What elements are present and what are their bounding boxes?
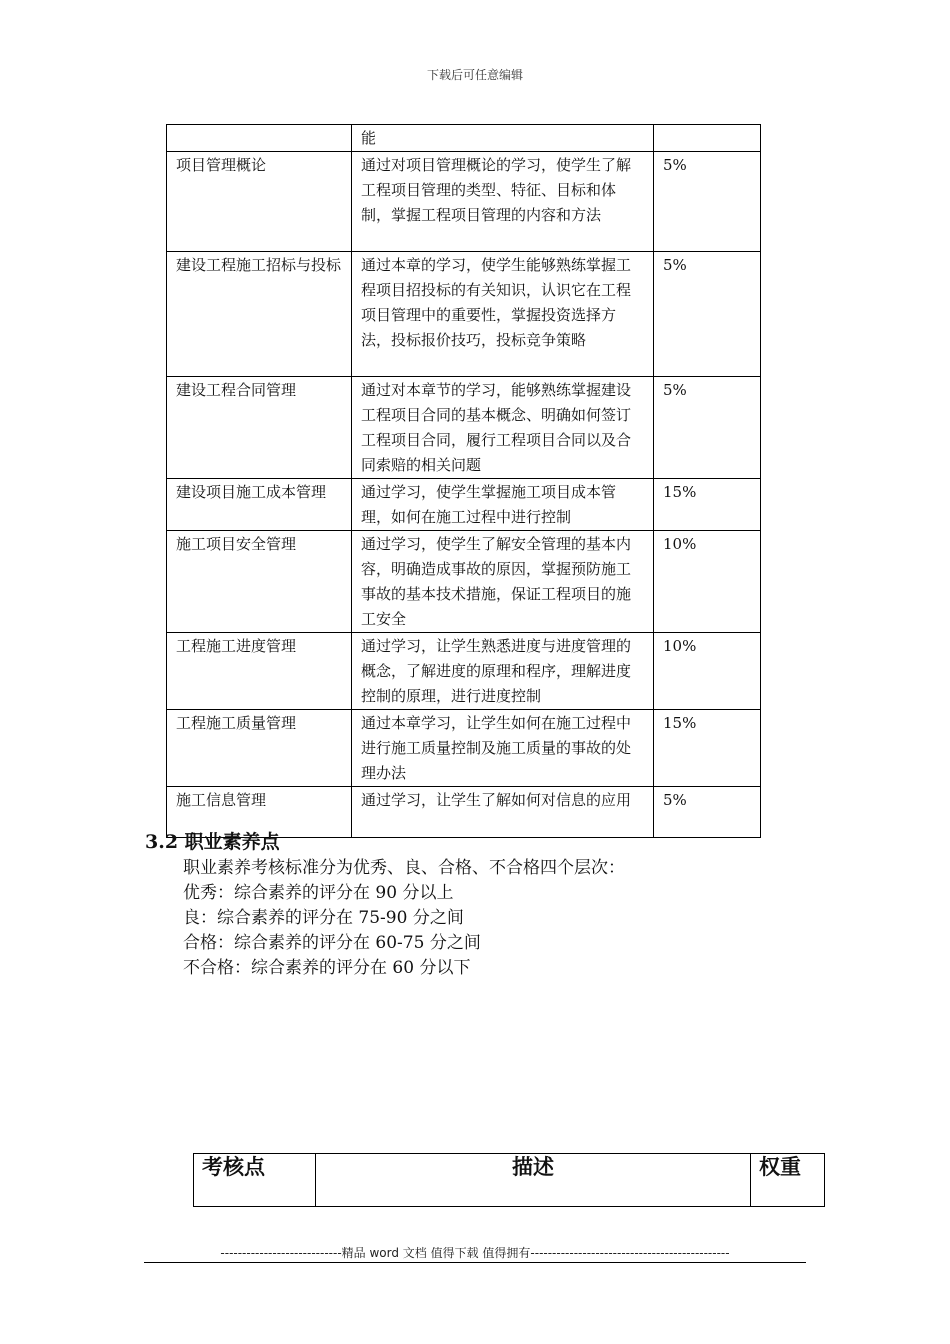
weight-cell: 15% bbox=[654, 479, 761, 531]
weight-cell: 5% bbox=[654, 787, 761, 838]
weight-cell: 10% bbox=[654, 633, 761, 710]
table-header-row bbox=[194, 1154, 825, 1207]
footer-divider bbox=[144, 1262, 806, 1263]
topic-cell: 建设项目施工成本管理 bbox=[167, 479, 352, 531]
description-cell: 通过对项目管理概论的学习，使学生了解工程项目管理的类型、特征、目标和体制，掌握工程项目管理的内容和方法 bbox=[352, 152, 654, 252]
description-cell: 能 bbox=[352, 125, 654, 152]
description-cell: 通过学习，让学生熟悉进度与进度管理的概念，了解进度的原理和程序，理解进度控制的原理，进行进度控制 bbox=[352, 633, 654, 710]
level-excellent: 优秀：综合素养的评分在 90 分以上 bbox=[183, 883, 454, 903]
assessment-table bbox=[193, 1153, 825, 1207]
weight-cell: 5% bbox=[654, 252, 761, 377]
topic-cell: 工程施工进度管理 bbox=[167, 633, 352, 710]
topic-cell: 施工信息管理 bbox=[167, 787, 352, 838]
header-description: 描述 bbox=[316, 1154, 751, 1207]
weight-cell: 5% bbox=[654, 377, 761, 479]
description-cell: 通过本章学习，让学生如何在施工过程中进行施工质量控制及施工质量的事故的处理办法 bbox=[352, 710, 654, 787]
description-cell: 通过学习，使学生了解安全管理的基本内容，明确造成事故的原因，掌握预防施工事故的基本技术措施，保证工程项目的施工安全 bbox=[352, 531, 654, 633]
weight-cell bbox=[654, 125, 761, 152]
page-header: 下载后可任意编辑 bbox=[426, 68, 523, 82]
topic-cell bbox=[167, 125, 352, 152]
table-row bbox=[167, 531, 761, 633]
topic-cell: 建设工程施工招标与投标 bbox=[167, 252, 352, 377]
topic-cell: 项目管理概论 bbox=[167, 152, 352, 252]
topic-cell: 工程施工质量管理 bbox=[167, 710, 352, 787]
page-footer: ----------------------------精品 word 文档 值得下载 值得拥有---------------------------------------------- bbox=[220, 1246, 730, 1260]
weight-cell: 5% bbox=[654, 152, 761, 252]
table-row bbox=[167, 377, 761, 479]
level-pass: 合格：综合素养的评分在 60-75 分之间 bbox=[183, 933, 481, 953]
level-good: 良：综合素养的评分在 75-90 分之间 bbox=[183, 908, 464, 928]
section-intro: 职业素养考核标准分为优秀、良、合格、不合格四个层次： bbox=[183, 858, 625, 878]
header-assessment-point: 考核点 bbox=[194, 1154, 316, 1207]
table-row bbox=[167, 633, 761, 710]
weight-cell: 10% bbox=[654, 531, 761, 633]
level-fail: 不合格：综合素养的评分在 60 分以下 bbox=[183, 958, 471, 978]
topic-cell: 施工项目安全管理 bbox=[167, 531, 352, 633]
header-weight: 权重 bbox=[751, 1154, 825, 1207]
table-row bbox=[167, 479, 761, 531]
table-row bbox=[167, 252, 761, 377]
description-cell: 通过本章的学习，使学生能够熟练掌握工程项目招投标的有关知识，认识它在工程项目管理中的重要性，掌握投资选择方法，投标报价技巧，投标竞争策略 bbox=[352, 252, 654, 377]
topic-cell: 建设工程合同管理 bbox=[167, 377, 352, 479]
description-cell: 通过学习，让学生了解如何对信息的应用 bbox=[352, 787, 654, 838]
section-title: 3.2 职业素养点 bbox=[145, 831, 280, 853]
table-row bbox=[167, 710, 761, 787]
table-row bbox=[167, 152, 761, 252]
table-row bbox=[167, 125, 761, 152]
course-content-table bbox=[166, 124, 761, 838]
description-cell: 通过学习，使学生掌握施工项目成本管理，如何在施工过程中进行控制 bbox=[352, 479, 654, 531]
description-cell: 通过对本章节的学习，能够熟练掌握建设工程项目合同的基本概念、明确如何签订工程项目合同，履行工程项目合同以及合同索赔的相关问题 bbox=[352, 377, 654, 479]
weight-cell: 15% bbox=[654, 710, 761, 787]
